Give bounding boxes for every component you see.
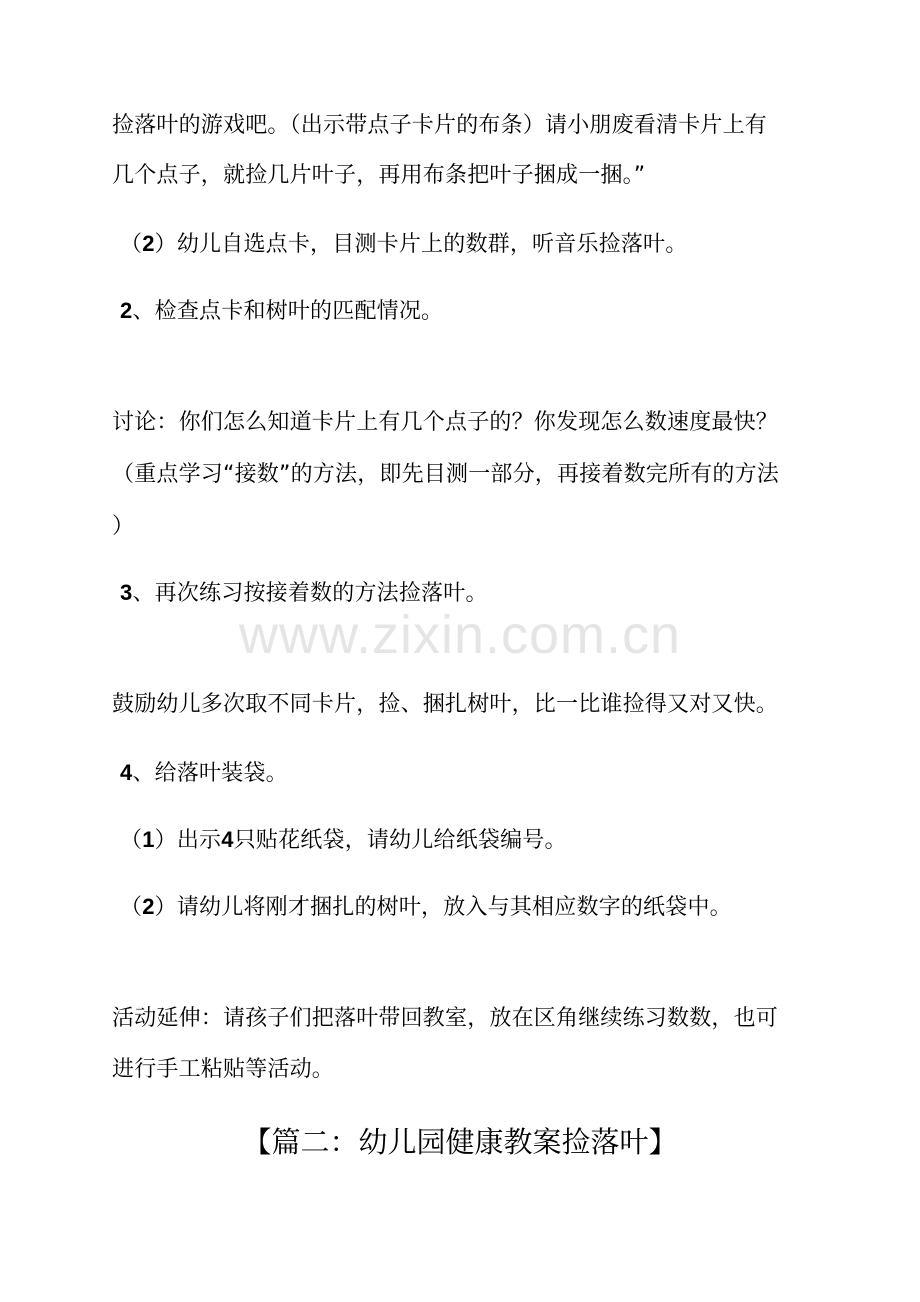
item-count: 4	[221, 827, 234, 852]
step-text: 、再次练习按接着数的方法捡落叶。	[132, 581, 488, 606]
step-heading-4	[120, 758, 288, 789]
paragraph-line: 活动延伸：请孩子们把落叶带回教室，放在区角继续练习数数，也可	[112, 1006, 779, 1031]
step-number: 3	[120, 580, 133, 605]
item-text: ）幼儿自选点卡，目测卡片上的数群，听音乐捡落叶。	[154, 232, 688, 257]
list-item-1	[120, 825, 567, 856]
step-number: 4	[120, 760, 133, 785]
step-heading-2	[120, 296, 443, 327]
item-number: 2	[142, 894, 155, 919]
step-text: 、给落叶装袋。	[132, 761, 288, 786]
item-text: ）出示	[154, 828, 222, 853]
step-heading-3	[120, 578, 488, 609]
paragraph-line: ）	[112, 514, 135, 539]
paren-open: （	[120, 232, 143, 257]
step-number: 2	[120, 298, 133, 323]
paragraph-line: 鼓励幼儿多次取不同卡片，捡、捆扎树叶，比一比谁捡得又对又快。	[112, 692, 779, 717]
section-title: 【篇二：幼儿园健康教案捡落叶】	[242, 1125, 678, 1159]
list-item-2b	[120, 892, 732, 923]
step-text: 、检查点卡和树叶的匹配情况。	[132, 299, 444, 324]
item-text: 只贴花纸袋，请幼儿给纸袋编号。	[233, 828, 567, 853]
paragraph-line: 进行手工粘贴等活动。	[112, 1057, 335, 1082]
paren-open: （	[120, 895, 143, 920]
paragraph-line: 捡落叶的游戏吧。（出示带点子卡片的布条）请小朋废看清卡片上有	[112, 113, 768, 138]
item-number: 1	[142, 827, 155, 852]
paren-open: （	[120, 828, 143, 853]
item-text: ）请幼儿将刚才捆扎的树叶，放入与其相应数字的纸袋中。	[154, 895, 732, 920]
list-item-2	[120, 229, 687, 260]
item-number: 2	[142, 231, 155, 256]
paragraph-line: 讨论：你们怎么知道卡片上有几个点子的？你发现怎么数速度最快？	[112, 410, 779, 435]
paragraph-line: 几个点子，就捡几片叶子，再用布条把叶子捆成一捆。”	[112, 163, 646, 188]
paragraph-line: （重点学习“接数”的方法，即先目测一部分，再接着数完所有的方法	[112, 462, 779, 487]
watermark: www.zixin.com.cn	[238, 605, 682, 665]
